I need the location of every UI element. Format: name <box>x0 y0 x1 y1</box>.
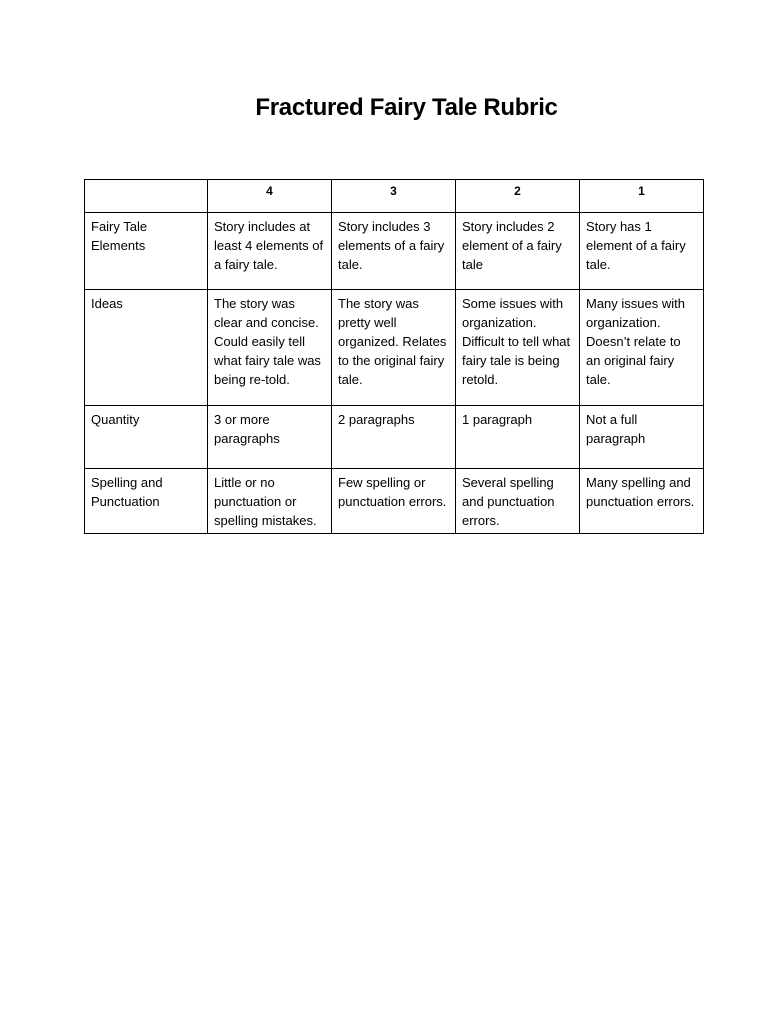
score-cell-1: Story has 1 element of a fairy tale. <box>580 213 704 290</box>
score-cell-3: Few spelling or punctuation errors. <box>332 469 456 534</box>
score-cell-3: 2 paragraphs <box>332 406 456 469</box>
score-cell-4: The story was clear and concise. Could easily tell what fairy tale was being re-told. <box>208 290 332 406</box>
header-cell-score-4: 4 <box>208 180 332 213</box>
score-cell-4: Little or no punctuation or spelling mistakes. <box>208 469 332 534</box>
score-cell-4: Story includes at least 4 elements of a fairy tale. <box>208 213 332 290</box>
criterion-cell: Spelling and Punctuation <box>85 469 208 534</box>
score-cell-3: The story was pretty well organized. Relates to the original fairy tale. <box>332 290 456 406</box>
rubric-row-ideas <box>85 290 704 406</box>
score-cell-1: Not a full paragraph <box>580 406 704 469</box>
criterion-cell: Ideas <box>85 290 208 406</box>
rubric-row-quantity <box>85 406 704 469</box>
score-cell-2: 1 paragraph <box>456 406 580 469</box>
score-cell-4: 3 or more paragraphs <box>208 406 332 469</box>
rubric-table <box>84 179 704 534</box>
score-cell-2: Some issues with organization. Difficult to tell what fairy tale is being retold. <box>456 290 580 406</box>
score-cell-1: Many issues with organization. Doesn’t relate to an original fairy tale. <box>580 290 704 406</box>
header-cell-score-3: 3 <box>332 180 456 213</box>
header-cell-score-1: 1 <box>580 180 704 213</box>
page-title: Fractured Fairy Tale Rubric <box>255 94 558 121</box>
score-cell-3: Story includes 3 elements of a fairy tale. <box>332 213 456 290</box>
header-cell-criteria <box>85 180 208 213</box>
score-cell-2: Story includes 2 element of a fairy tale <box>456 213 580 290</box>
rubric-row-fairy-tale-elements <box>85 213 704 290</box>
header-cell-score-2: 2 <box>456 180 580 213</box>
score-cell-1: Many spelling and punctuation errors. <box>580 469 704 534</box>
score-cell-2: Several spelling and punctuation errors. <box>456 469 580 534</box>
rubric-row-spelling-and-punctuation <box>85 469 704 534</box>
criterion-cell: Quantity <box>85 406 208 469</box>
criterion-cell: Fairy Tale Elements <box>85 213 208 290</box>
rubric-header-row <box>85 180 704 213</box>
